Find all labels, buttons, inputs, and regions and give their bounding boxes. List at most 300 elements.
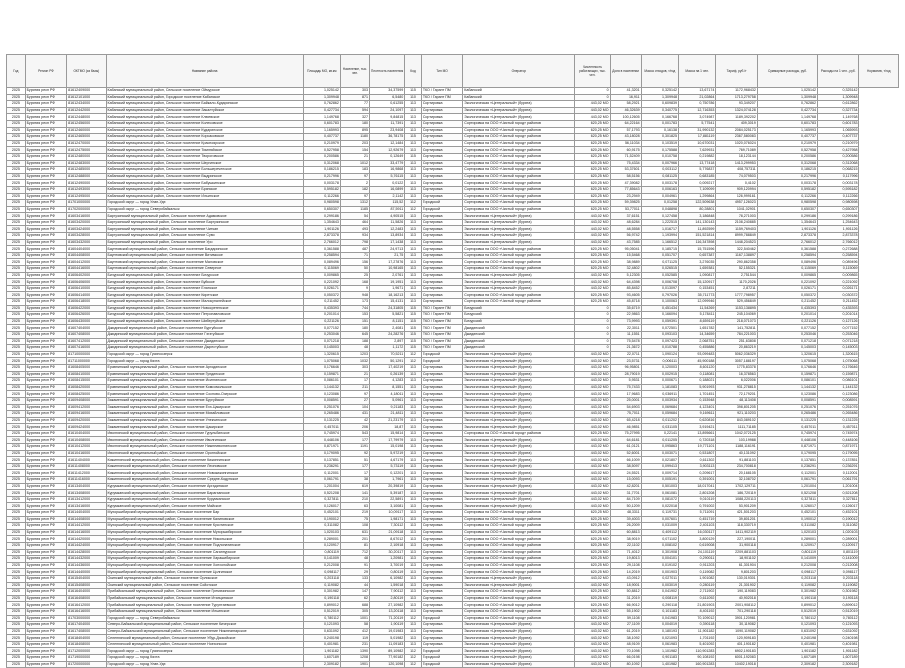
table-cell[interactable]: 0,190012: [757, 516, 817, 523]
table-cell[interactable]: 12,1484: [369, 140, 404, 147]
table-cell[interactable]: Закаменский муниципальный район, Сельское поселение Бургуйское: [106, 397, 303, 404]
table-cell[interactable]: 0,099413: [641, 463, 678, 470]
table-cell[interactable]: 12,92679: [369, 147, 404, 154]
table-cell[interactable]: 0,061983: [641, 641, 678, 648]
table-row[interactable]: [7, 430, 899, 437]
table-cell[interactable]: Сортировка на ООО «Чистый город» районов: [463, 562, 575, 569]
table-cell[interactable]: Экологическая «Центральный» (бурята): [463, 226, 575, 233]
table-cell[interactable]: 87,5911: [369, 206, 404, 213]
table-row[interactable]: [7, 226, 899, 233]
table-cell[interactable]: 2,873378: [817, 233, 858, 240]
table-cell[interactable]: 7,30112: [369, 523, 404, 530]
table-cell[interactable]: 0,127126: [817, 318, 858, 325]
table-cell[interactable]: Бурятия респ РФ: [25, 107, 66, 114]
table-cell[interactable]: 2025: [7, 490, 26, 497]
table-cell[interactable]: 620,25 МО: [575, 549, 610, 556]
table-cell[interactable]: 60,9175: [610, 147, 641, 154]
table-cell[interactable]: 5,901993: [679, 384, 716, 391]
table-cell[interactable]: 81608415000: [67, 378, 106, 385]
table-cell[interactable]: Сортировка на ООО «Чистый город» районов: [463, 167, 575, 174]
table-cell[interactable]: 34,37599: [369, 88, 404, 95]
table-cell[interactable]: 112: [405, 206, 422, 213]
table-cell[interactable]: 61,2019: [610, 628, 641, 635]
table-cell[interactable]: 0,123086: [757, 391, 817, 398]
table-cell[interactable]: 0,457011: [817, 424, 858, 431]
table-cell[interactable]: 1777,798957: [716, 292, 757, 299]
column-header[interactable]: Численность работающих, тыс. чел.: [575, 55, 610, 88]
table-cell[interactable]: 0,457011: [303, 424, 340, 431]
table-cell[interactable]: 443,02 МО: [575, 219, 610, 226]
table-cell[interactable]: Сортировка: [421, 510, 462, 517]
table-cell[interactable]: 13,20118: [369, 608, 404, 615]
table-cell[interactable]: 37,6151: [610, 213, 641, 220]
table-cell[interactable]: Джидинский муниципальный район, Сельское поселение Дырестуйское: [106, 345, 303, 352]
table-cell[interactable]: 0,871971: [303, 444, 340, 451]
table-row[interactable]: [7, 589, 899, 596]
table-cell[interactable]: 2025: [7, 516, 26, 523]
table-cell[interactable]: 52,155321: [716, 266, 757, 273]
table-cell[interactable]: 64,22164: [610, 120, 641, 127]
table-cell[interactable]: 843,089102: [716, 417, 757, 424]
table-cell[interactable]: Курумканский муниципальный район, Сельское поселение Курумканское: [106, 496, 303, 503]
table-cell[interactable]: 1,144132: [303, 384, 340, 391]
table-cell[interactable]: 8,67012: [369, 536, 404, 543]
table-cell[interactable]: 1032: [340, 358, 369, 365]
table-cell[interactable]: 0,258594: [303, 252, 340, 259]
table-cell[interactable]: 0,80119: [369, 569, 404, 576]
table-cell[interactable]: 0,631092: [817, 628, 858, 635]
table-cell[interactable]: Сортировка: [421, 602, 462, 609]
table-cell[interactable]: 17,1438: [369, 239, 404, 246]
table-cell[interactable]: 113: [405, 219, 422, 226]
table-cell[interactable]: 0: [575, 345, 610, 352]
table-cell[interactable]: 151,521814: [679, 233, 716, 240]
table-cell[interactable]: Бурятия респ РФ: [25, 510, 66, 517]
table-cell[interactable]: Экологическая «Центральный» (бурята): [463, 107, 575, 114]
table-cell[interactable]: 81701000000: [67, 200, 106, 207]
table-cell[interactable]: 620,25 МО: [575, 173, 610, 180]
table-cell[interactable]: 81604416000: [67, 266, 106, 273]
table-row[interactable]: [7, 450, 899, 457]
table-cell[interactable]: 1,701451: [679, 391, 716, 398]
table-cell[interactable]: 153: [340, 312, 369, 319]
table-cell[interactable]: Закаменский муниципальный район, Сельское поселение Улекчинское: [106, 417, 303, 424]
table-cell[interactable]: Экологическая «Центральный» (бурята): [463, 450, 575, 457]
table-cell[interactable]: Бурятия респ РФ: [25, 101, 66, 108]
table-cell[interactable]: 2025: [7, 648, 26, 655]
table-cell[interactable]: Кабанский муниципальный район, Сельское поселение Оймурское: [106, 88, 303, 95]
table-cell[interactable]: 0,026515: [641, 266, 678, 273]
table-cell[interactable]: 5,97219: [369, 450, 404, 457]
table-cell[interactable]: 0,120917: [817, 542, 858, 549]
table-cell[interactable]: 1324,074128: [716, 107, 757, 114]
table-cell[interactable]: 712: [340, 549, 369, 556]
table-cell[interactable]: 0,137851: [817, 457, 858, 464]
table-cell[interactable]: 113: [405, 404, 422, 411]
table-row[interactable]: [7, 272, 899, 279]
table-cell[interactable]: 2025: [7, 180, 26, 187]
table-row[interactable]: [7, 206, 899, 213]
table-cell[interactable]: 620,25 МО: [575, 206, 610, 213]
table-cell[interactable]: Сортировка на ООО «Чистый город» районов: [463, 173, 575, 180]
table-cell[interactable]: Бурятия респ РФ: [25, 463, 66, 470]
table-cell[interactable]: Сортировка: [421, 186, 462, 193]
table-cell[interactable]: 0,4102: [716, 180, 757, 187]
table-row[interactable]: [7, 364, 899, 371]
table-cell[interactable]: 47,39082: [610, 180, 641, 187]
table-cell[interactable]: 0,077152: [757, 325, 817, 332]
table-cell[interactable]: 81610408000: [67, 437, 106, 444]
table-row[interactable]: [7, 648, 899, 655]
table-cell[interactable]: 5062,036329: [716, 351, 757, 358]
table-cell[interactable]: 0,745974: [303, 430, 340, 437]
table-cell[interactable]: 1,075068: [303, 358, 340, 365]
table-cell[interactable]: Городской: [421, 351, 462, 358]
table-cell[interactable]: 327: [340, 114, 369, 121]
table-cell[interactable]: 113: [405, 391, 422, 398]
table-cell[interactable]: 38: [340, 477, 369, 484]
table-cell[interactable]: 113: [405, 424, 422, 431]
table-cell[interactable]: 0,435393: [757, 305, 817, 312]
table-cell[interactable]: 3,074987: [679, 114, 716, 121]
table-cell[interactable]: 0,61255: [369, 101, 404, 108]
table-cell[interactable]: 0,612862: [817, 101, 858, 108]
table-cell[interactable]: 0,166768: [641, 114, 678, 121]
table-cell[interactable]: 0,899012: [817, 602, 858, 609]
table-cell[interactable]: 2,401103: [679, 523, 716, 530]
table-cell[interactable]: Прибайкальский муниципальный район, Сельское поселение Ильинское: [106, 608, 303, 615]
table-cell[interactable]: 443,02 МО: [575, 384, 610, 391]
table-cell[interactable]: 2,80119: [369, 595, 404, 602]
table-cell[interactable]: 443,02 МО: [575, 417, 610, 424]
table-row[interactable]: [7, 259, 899, 266]
table-cell[interactable]: Экологическая «Центральный» (бурята): [463, 417, 575, 424]
table-row[interactable]: [7, 127, 899, 134]
table-cell[interactable]: Курумканский муниципальный район, Сельское поселение Аргадинское: [106, 483, 303, 490]
table-cell[interactable]: 75,27995: [610, 430, 641, 437]
table-cell[interactable]: 113: [405, 299, 422, 306]
table-cell[interactable]: Сортировка на ООО «Чистый город» районов: [463, 252, 575, 259]
table-cell[interactable]: 5,5821: [369, 312, 404, 319]
table-cell[interactable]: 0,120917: [757, 542, 817, 549]
table-cell[interactable]: 17: [340, 470, 369, 477]
table-cell[interactable]: 0,041983: [641, 615, 678, 622]
table-cell[interactable]: Экологическая «Центральный» (бурята): [463, 233, 575, 240]
table-cell[interactable]: 0,005191: [641, 477, 678, 484]
table-cell[interactable]: 0,327734: [817, 107, 858, 114]
table-cell[interactable]: 81614416000: [67, 529, 106, 536]
table-cell[interactable]: 19,1951: [369, 279, 404, 286]
table-cell[interactable]: Экологическая «Центральный» (бурята): [463, 463, 575, 470]
table-row[interactable]: [7, 496, 899, 503]
table-cell[interactable]: 620,25 МО: [575, 536, 610, 543]
table-cell[interactable]: 0,071218: [757, 338, 817, 345]
table-cell[interactable]: Экологическая «Центральный» (бурята): [463, 272, 575, 279]
table-cell[interactable]: 65,4218: [610, 417, 641, 424]
column-header[interactable]: Расходы на 1 чел., руб.: [817, 55, 858, 88]
table-cell[interactable]: ТКО / Гарант ПМ: [421, 345, 462, 352]
table-cell[interactable]: 14,2019: [610, 569, 641, 576]
table-cell[interactable]: 0,327811: [817, 496, 858, 503]
table-cell[interactable]: 11,1551: [610, 331, 641, 338]
table-cell[interactable]: 113: [405, 378, 422, 385]
table-cell[interactable]: 443,02 МО: [575, 477, 610, 484]
table-cell[interactable]: 81603420000: [67, 219, 106, 226]
table-cell[interactable]: 1,90119: [369, 622, 404, 629]
table-row[interactable]: [7, 285, 899, 292]
table-row[interactable]: [7, 279, 899, 286]
table-cell[interactable]: Бурятия респ РФ: [25, 114, 66, 121]
table-cell[interactable]: 89,10982: [369, 648, 404, 655]
table-cell[interactable]: 2025: [7, 279, 26, 286]
table-cell[interactable]: 0,186215: [757, 167, 817, 174]
column-header[interactable]: ОКТМО (из базы): [67, 55, 106, 88]
table-cell[interactable]: 2025: [7, 88, 26, 95]
table-cell[interactable]: 0,003178: [641, 180, 678, 187]
table-cell[interactable]: 0,050372: [303, 292, 340, 299]
table-cell[interactable]: Сортировка: [421, 279, 462, 286]
table-cell[interactable]: 0,427958: [817, 147, 858, 154]
table-cell[interactable]: 113: [405, 444, 422, 451]
table-cell[interactable]: 9,84815: [369, 114, 404, 121]
table-cell[interactable]: Сортировка: [421, 127, 462, 134]
table-cell[interactable]: 113: [405, 272, 422, 279]
table-cell[interactable]: 81616408000: [67, 595, 106, 602]
table-cell[interactable]: 113: [405, 602, 422, 609]
table-cell[interactable]: 48: [340, 556, 369, 563]
table-cell[interactable]: Кабанский: [463, 88, 575, 95]
table-cell[interactable]: 17,27876: [369, 259, 404, 266]
table-cell[interactable]: 81608425000: [67, 391, 106, 398]
table-cell[interactable]: 1312: [340, 200, 369, 207]
table-cell[interactable]: 443,02 МО: [575, 437, 610, 444]
table-cell[interactable]: 0,011205: [641, 437, 678, 444]
table-cell[interactable]: Бурятия респ РФ: [25, 160, 66, 167]
table-cell[interactable]: 15,0198: [369, 444, 404, 451]
table-cell[interactable]: 6001,192083: [716, 655, 757, 662]
table-cell[interactable]: 0,390118: [679, 622, 716, 629]
table-cell[interactable]: Кабанский муниципальный район, Сельское поселение Колесовское: [106, 120, 303, 127]
table-cell[interactable]: 0,052585: [641, 272, 678, 279]
table-cell[interactable]: 0: [575, 312, 610, 319]
table-row[interactable]: [7, 378, 899, 385]
table-cell[interactable]: 15,4131: [369, 299, 404, 306]
table-cell[interactable]: 17,9683: [610, 391, 641, 398]
table-cell[interactable]: 120,909183: [716, 635, 757, 642]
table-cell[interactable]: 443,02 МО: [575, 628, 610, 635]
table-cell[interactable]: 4,1283: [369, 378, 404, 385]
table-cell[interactable]: 1,222515: [641, 219, 678, 226]
table-cell[interactable]: 0,236291: [757, 463, 817, 470]
table-cell[interactable]: 91: [340, 562, 369, 569]
table-cell[interactable]: 0,112001: [757, 470, 817, 477]
table-cell[interactable]: Бурятия респ РФ: [25, 134, 66, 141]
table-cell[interactable]: 50: [340, 266, 369, 273]
table-cell[interactable]: 0,190012: [303, 516, 340, 523]
table-cell[interactable]: 5,77541: [679, 120, 716, 127]
table-cell[interactable]: 421,501203: [716, 510, 757, 517]
table-cell[interactable]: 81609420000: [67, 417, 106, 424]
table-cell[interactable]: Сортировка: [421, 569, 462, 576]
table-cell[interactable]: 0,258594: [757, 252, 817, 259]
table-cell[interactable]: 81606426000: [67, 312, 106, 319]
table-cell[interactable]: Бурятия респ РФ: [25, 589, 66, 596]
table-cell[interactable]: Сортировка: [421, 226, 462, 233]
table-cell[interactable]: 0,179095: [757, 450, 817, 457]
table-cell[interactable]: Бурятия респ РФ: [25, 364, 66, 371]
table-cell[interactable]: Экологическая «Центральный» (бурята): [463, 655, 575, 662]
table-cell[interactable]: 1,075068: [817, 358, 858, 365]
table-cell[interactable]: 115: [405, 305, 422, 312]
table-cell[interactable]: 0,006708: [641, 279, 678, 286]
table-cell[interactable]: 103,19988: [716, 437, 757, 444]
table-cell[interactable]: Сортировка: [421, 549, 462, 556]
table-cell[interactable]: Сортировка: [421, 575, 462, 582]
table-cell[interactable]: 2025: [7, 602, 26, 609]
table-cell[interactable]: 2025: [7, 510, 26, 517]
table-cell[interactable]: 0,050372: [757, 292, 817, 299]
table-cell[interactable]: 113: [405, 246, 422, 253]
table-cell[interactable]: Мухоршибирский муниципальный район, Сельское поселение Калиновское: [106, 516, 303, 523]
table-cell[interactable]: Баунтовский муниципальный район, Сельское поселение Багдаринское: [106, 246, 303, 253]
table-cell[interactable]: 71,52409: [610, 153, 641, 160]
table-cell[interactable]: 701,290118: [716, 608, 757, 615]
table-cell[interactable]: 0,312068: [817, 160, 858, 167]
column-header[interactable]: Название района: [106, 55, 303, 88]
table-cell[interactable]: 0,427734: [303, 107, 340, 114]
table-cell[interactable]: 0,448106: [303, 437, 340, 444]
table-cell[interactable]: 1,090124: [641, 351, 678, 358]
table-cell[interactable]: 2025: [7, 173, 26, 180]
table-cell[interactable]: Сортировka: [421, 490, 462, 497]
table-cell[interactable]: Сортировка: [421, 595, 462, 602]
table-cell[interactable]: Баунтовский муниципальный район, Сельское поселение Маловское: [106, 259, 303, 266]
table-cell[interactable]: 38,5097: [610, 463, 641, 470]
table-cell[interactable]: 81612465000: [67, 134, 106, 141]
table-cell[interactable]: 11,7391: [369, 120, 404, 127]
table-cell[interactable]: Селенгинский муниципальный район, Сельское поселение Убур-Дзокойское: [106, 635, 303, 642]
table-cell[interactable]: Экологическая «Центральный» (бурята): [463, 397, 575, 404]
table-cell[interactable]: Бичурский муниципальный район, Сельское поселение Шибертуйское: [106, 318, 303, 325]
table-cell[interactable]: 620,25 МО: [575, 167, 610, 174]
table-cell[interactable]: 50,1209: [610, 503, 641, 510]
table-cell[interactable]: Бурятия респ РФ: [25, 595, 66, 602]
table-cell[interactable]: 81615404000: [67, 575, 106, 582]
table-cell[interactable]: 2025: [7, 562, 26, 569]
table-cell[interactable]: 1041,02901: [716, 206, 757, 213]
table-cell[interactable]: 81612470000: [67, 140, 106, 147]
table-cell[interactable]: 81719000000: [67, 655, 106, 662]
table-cell[interactable]: 1901: [340, 661, 369, 668]
table-cell[interactable]: Сортировка: [421, 101, 462, 108]
table-cell[interactable]: Сортировка: [421, 285, 462, 292]
table-cell[interactable]: 0,089496: [757, 259, 817, 266]
table-cell[interactable]: 8,1551: [369, 384, 404, 391]
table-cell[interactable]: 113: [405, 536, 422, 543]
table-cell[interactable]: Сортировка: [421, 496, 462, 503]
table-cell[interactable]: 91,881103: [716, 457, 757, 464]
table-cell[interactable]: 443,02 МО: [575, 391, 610, 398]
table-cell[interactable]: 141: [340, 490, 369, 497]
table-cell[interactable]: 1,901126: [817, 226, 858, 233]
table-cell[interactable]: 0,001903: [641, 569, 678, 576]
table-cell[interactable]: 39,4003: [610, 516, 641, 523]
table-cell[interactable]: 0: [575, 305, 610, 312]
table-cell[interactable]: 0,048898: [641, 206, 678, 213]
table-cell[interactable]: 168: [340, 279, 369, 286]
table-cell[interactable]: 620,25 МО: [575, 246, 610, 253]
table-cell[interactable]: 71,20119: [369, 615, 404, 622]
table-cell[interactable]: 206: [340, 424, 369, 431]
table-cell[interactable]: 1,309948: [641, 94, 678, 101]
table-cell[interactable]: Окинский муниципальный район, Сельское поселение Орликское: [106, 575, 303, 582]
table-cell[interactable]: 1153,138895: [716, 305, 757, 312]
table-cell[interactable]: 1111,71185: [716, 424, 757, 431]
table-cell[interactable]: 0,280119: [679, 582, 716, 589]
table-cell[interactable]: Бурятия респ РФ: [25, 602, 66, 609]
table-cell[interactable]: Экологическая «Центральный» (бурята): [463, 622, 575, 629]
table-cell[interactable]: 0,409112: [641, 529, 678, 536]
table-cell[interactable]: 81607416000: [67, 345, 106, 352]
table-cell[interactable]: 27: [340, 397, 369, 404]
table-cell[interactable]: 0,521208: [817, 490, 858, 497]
table-cell[interactable]: 13,67174: [679, 88, 716, 95]
table-cell[interactable]: 18,9001: [610, 582, 641, 589]
table-cell[interactable]: 38,1092: [610, 635, 641, 642]
table-cell[interactable]: 113: [405, 397, 422, 404]
table-cell[interactable]: 0,657387: [679, 252, 716, 259]
table-cell[interactable]: Бурятия респ РФ: [25, 529, 66, 536]
table-cell[interactable]: 0,427734: [757, 107, 817, 114]
table-cell[interactable]: Экологическая «Центральный» (бурята): [463, 641, 575, 648]
table-cell[interactable]: 0,081125: [641, 173, 678, 180]
table-cell[interactable]: 0,240198: [757, 635, 817, 642]
table-cell[interactable]: 26,2009: [610, 523, 641, 530]
table-cell[interactable]: 1,201004: [757, 483, 817, 490]
table-row[interactable]: [7, 233, 899, 240]
table-cell[interactable]: Бурятия респ РФ: [25, 397, 66, 404]
table-cell[interactable]: 0,098117: [757, 569, 817, 576]
table-cell[interactable]: 784,221003: [716, 331, 757, 338]
table-cell[interactable]: 2025: [7, 351, 26, 358]
table-cell[interactable]: 112: [405, 661, 422, 668]
table-cell[interactable]: 30,20117: [369, 549, 404, 556]
table-cell[interactable]: 0,251076: [303, 404, 340, 411]
table-cell[interactable]: 2025: [7, 233, 26, 240]
table-cell[interactable]: 0,141009: [757, 556, 817, 563]
table-cell[interactable]: 80,1092: [610, 661, 641, 668]
table-cell[interactable]: 11,901182: [679, 628, 716, 635]
table-cell[interactable]: 81608410000: [67, 371, 106, 378]
table-cell[interactable]: 1180: [340, 134, 369, 141]
table-cell[interactable]: Сортировка на ООО «Чистый город» районов: [463, 589, 575, 596]
table-cell[interactable]: 0,201014: [303, 312, 340, 319]
table-cell[interactable]: 113: [405, 589, 422, 596]
table-cell[interactable]: Селенгинский муниципальный район, Сельское поселение Ноехонское: [106, 641, 303, 648]
table-cell[interactable]: Бурятия респ РФ: [25, 569, 66, 576]
table-cell[interactable]: 2025: [7, 470, 26, 477]
table-cell[interactable]: 443,02 МО: [575, 371, 610, 378]
table-cell[interactable]: 0,455886: [679, 345, 716, 352]
table-cell[interactable]: 2025: [7, 338, 26, 345]
table-cell[interactable]: 2025: [7, 391, 26, 398]
table-cell[interactable]: 95,05041: [610, 246, 641, 253]
table-cell[interactable]: 934: [340, 233, 369, 240]
table-cell[interactable]: 113: [405, 510, 422, 517]
table-cell[interactable]: 113: [405, 167, 422, 174]
table-cell[interactable]: 620,25 МО: [575, 569, 610, 576]
table-cell[interactable]: 18,901102: [716, 556, 757, 563]
